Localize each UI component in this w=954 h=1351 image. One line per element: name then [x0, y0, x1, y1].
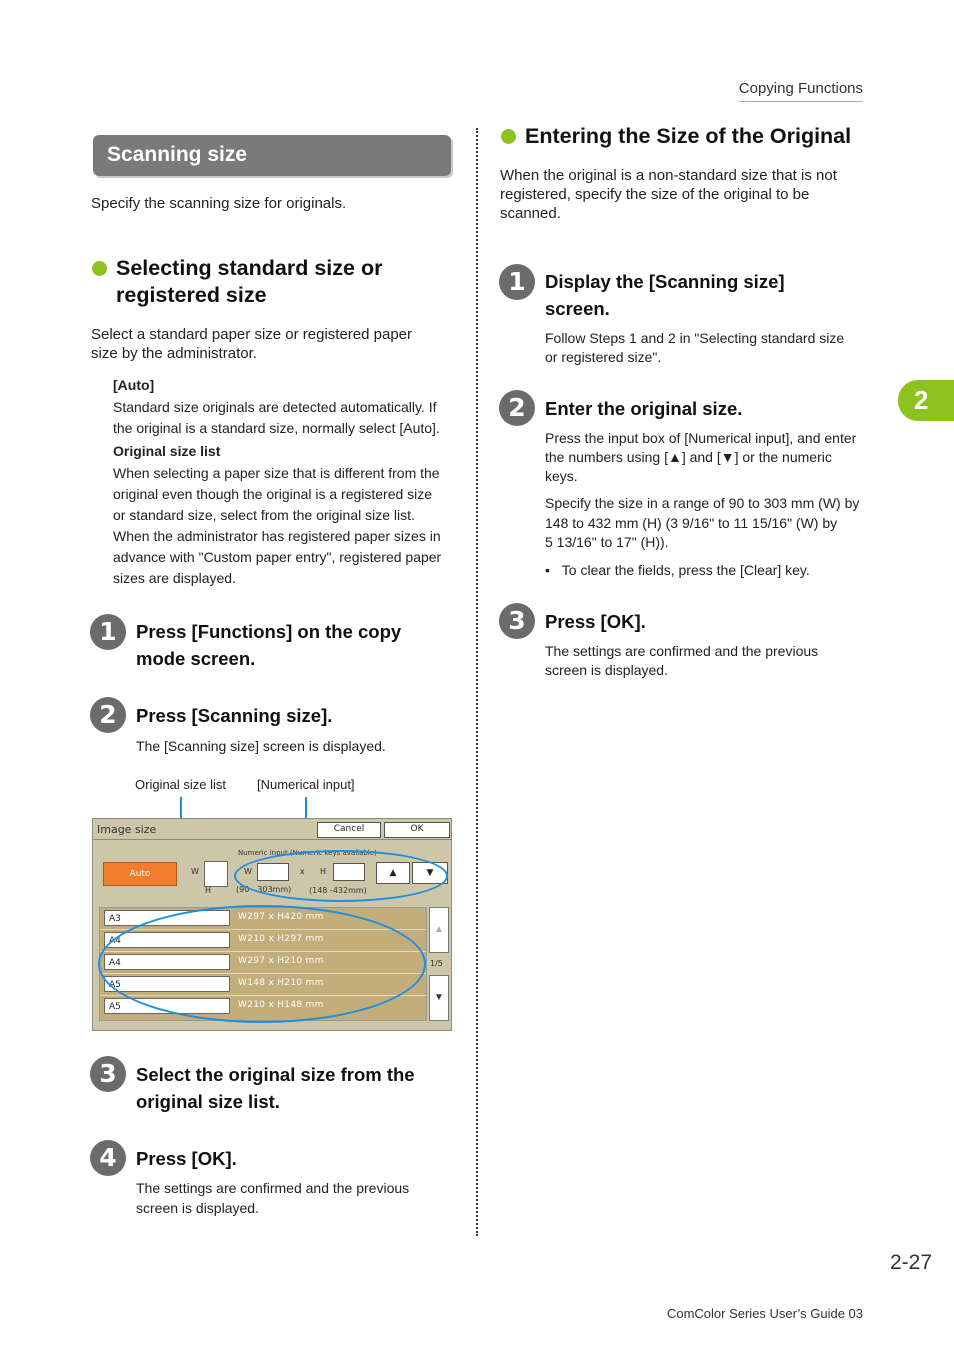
height-range: (148 -432mm) [309, 886, 367, 895]
dim-h-label: H [205, 886, 212, 895]
right-step-2-range: Specify the size in a range of 90 to 303 mm (W) by 148 to 432 mm (H) (3 9/16" to 11 15/16" (W) by 5 13/16" to 17" (H)). [545, 495, 860, 550]
section-title: Scanning size [93, 135, 451, 176]
green-bullet-icon [92, 261, 107, 276]
callout-original-size-list: Original size list [135, 777, 227, 792]
callout-numerical-input: [Numerical input] [257, 777, 355, 792]
right-intro: When the original is a non-standard size that is not registered, specify the size of the original to be scanned. [500, 167, 837, 222]
step-4-title: Press [OK]. [136, 1148, 237, 1169]
scroll-down-button[interactable]: ▼ [429, 975, 449, 1021]
step-3-icon: 3 [90, 1056, 126, 1092]
guide-footer: ComColor Series User’s Guide 03 [666, 1306, 863, 1321]
scroll-up-button[interactable]: ▲ [429, 907, 449, 953]
w-label: W [244, 867, 252, 876]
step-2-description: The [Scanning size] screen is displayed. [136, 738, 386, 754]
right-step-1-title: Display the [Scanning size] screen. [545, 271, 785, 319]
chapter-tab: 2 [898, 380, 954, 421]
auto-label: [Auto] [113, 377, 155, 393]
running-header: Copying Functions [739, 80, 863, 102]
step-3-title: Select the original size from the original size list. [136, 1064, 415, 1112]
right-step-2-title: Enter the original size. [545, 398, 743, 419]
step-2-icon: 2 [90, 697, 126, 733]
step-1-title: Press [Functions] on the copy mode screen. [136, 621, 402, 669]
list-item[interactable]: A5 W148 x H210 mm [100, 974, 426, 996]
ok-button[interactable]: OK [384, 822, 450, 838]
step-2-title: Press [Scanning size]. [136, 705, 333, 726]
right-step-2-description: Press the input box of [Numerical input], and enter the numbers using [▲] and [▼] or the numeric keys. [545, 430, 857, 484]
width-range: (90 - 303mm) [236, 885, 292, 894]
list-label: Original size list [113, 443, 221, 459]
title-divider [93, 839, 451, 840]
right-step-1-description: Follow Steps 1 and 2 in "Selecting standard size or registered size". [545, 330, 845, 365]
auto-button[interactable]: Auto [103, 862, 177, 886]
right-step-3-title: Press [OK]. [545, 611, 646, 632]
list-item[interactable]: A4 W297 x H210 mm [100, 952, 426, 974]
page-number: 2-27 [889, 1251, 932, 1274]
numeric-highlight-ellipse [234, 850, 448, 902]
subsection-intro: Select a standard paper size or registered paper size by the administrator. [91, 326, 413, 362]
step-4-description: The settings are confirmed and the previous screen is displayed. [136, 1180, 410, 1216]
section-intro: Specify the scanning size for originals. [91, 195, 347, 212]
auto-description: Standard size originals are detected automatically. If the original is a standard size, normally select [Auto]. [113, 399, 440, 436]
right-step-3-icon: 3 [499, 603, 535, 639]
right-step-3-description: The settings are confirmed and the previous screen is displayed. [545, 643, 819, 678]
screen-title: Image size [97, 823, 157, 836]
page-indicator: 1/5 [430, 959, 443, 968]
down-button[interactable]: ▼ [412, 862, 448, 884]
paper-dimension-icon [204, 861, 228, 887]
bullet-icon: • [545, 562, 550, 578]
right-step-2-bullet: • To clear the fields, press the [Clear] key. [545, 562, 810, 578]
green-bullet-icon [501, 129, 516, 144]
right-heading: Entering the Size of the Original [525, 124, 852, 148]
numeric-input-header: Numeric input (Numeric keys available) [238, 849, 377, 857]
subsection-heading: Selecting standard size or registered size [116, 256, 383, 307]
list-item[interactable]: A4 W210 x H297 mm [100, 930, 426, 952]
column-divider [476, 128, 478, 1236]
x-separator: x [300, 867, 305, 876]
right-step-2-icon: 2 [499, 390, 535, 426]
step-1-icon: 1 [90, 614, 126, 650]
list-highlight-ellipse [98, 905, 426, 1023]
list-item[interactable]: A3 W297 x H420 mm [100, 908, 426, 930]
h-label: H [320, 867, 327, 876]
step-4-icon: 4 [90, 1140, 126, 1176]
list-item[interactable]: A5 W210 x H148 mm [100, 996, 426, 1017]
right-step-1-icon: 1 [499, 264, 535, 300]
dim-w-label: W [191, 867, 199, 876]
cancel-button[interactable]: Cancel [317, 822, 381, 838]
list-description: When selecting a paper size that is different from the original even though the original is a registered size or standard size, select from the original size list. When the administrator has registered paper sizes in advance with "Custom paper entry", registered paper sizes are displayed. [113, 465, 442, 586]
up-button[interactable]: ▲ [376, 862, 410, 884]
